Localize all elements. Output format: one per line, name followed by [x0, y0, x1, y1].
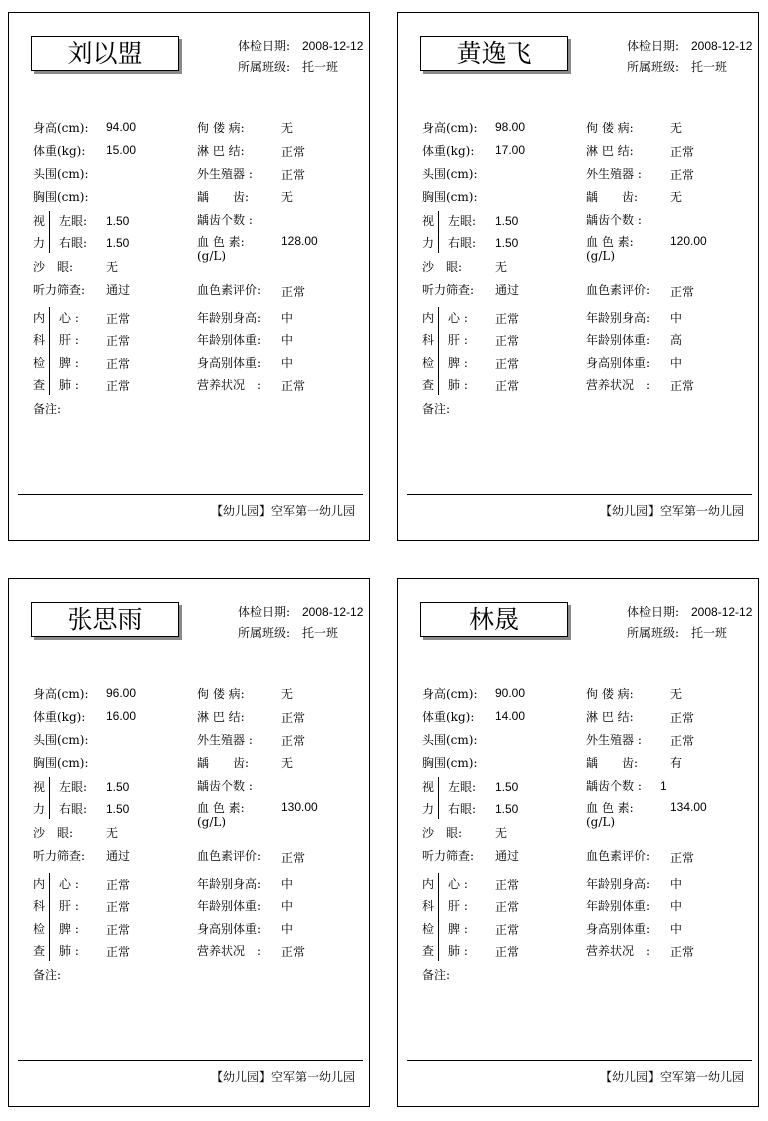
class-label: 所属班级: [627, 60, 680, 74]
height-label: 身高(cm): [422, 121, 478, 135]
remarks-label: 备注: [422, 968, 451, 982]
weight-for-height-label: 身高别体重: [197, 922, 262, 936]
rickets-label: 佝 偻 病: [197, 121, 245, 135]
kindergarten-name: 【幼儿园】空军第一幼儿园 [210, 504, 355, 518]
height-value: 96.00 [106, 686, 137, 700]
height-for-age-label: 年龄别身高: [197, 311, 262, 325]
remarks-label: 备注: [33, 968, 62, 982]
weight-for-age-value: 高 [670, 333, 683, 347]
internal-label-4: 查 [422, 378, 435, 392]
hearing-value: 通过 [495, 283, 520, 297]
weight-for-age-label: 年龄别体重: [586, 899, 651, 913]
hearing-label: 听力筛查: [33, 283, 86, 297]
weight-value: 15.00 [106, 143, 137, 157]
internal-bracket [49, 307, 50, 395]
weight-label: 体重(kg): [422, 144, 475, 158]
class-label: 所属班级: [238, 60, 291, 74]
lymph-value: 正常 [281, 145, 306, 159]
right-eye-value: 1.50 [106, 236, 130, 250]
vision-label-1: 视 [33, 214, 46, 228]
lung-value: 正常 [106, 379, 131, 393]
heart-label: 心 : [448, 311, 468, 325]
rickets-value: 无 [281, 687, 294, 701]
chest-label: 胸围(cm): [33, 756, 89, 770]
hearing-value: 通过 [495, 849, 520, 863]
health-report-card [397, 578, 759, 1107]
caries-label: 龋 齿: [197, 756, 250, 770]
genital-value: 正常 [281, 168, 306, 182]
heart-label: 心 : [59, 311, 79, 325]
exam-date-value: 2008-12-12 [302, 605, 364, 619]
hb-eval-value: 正常 [281, 285, 306, 299]
heart-value: 正常 [495, 312, 520, 326]
left-eye-value: 1.50 [106, 214, 130, 228]
lung-value: 正常 [495, 379, 520, 393]
right-eye-value: 1.50 [495, 236, 519, 250]
lymph-label: 淋 巴 结: [586, 710, 634, 724]
lung-label: 肺 : [448, 378, 468, 392]
spleen-label: 脾 : [59, 356, 79, 370]
nutrition-label: 营养状况 : [197, 944, 262, 958]
liver-label: 肝 : [448, 899, 468, 913]
lung-label: 肺 : [448, 944, 468, 958]
lymph-value: 正常 [670, 145, 695, 159]
left-eye-label: 左眼: [448, 214, 477, 228]
spleen-label: 脾 : [59, 922, 79, 936]
hb-eval-value: 正常 [670, 285, 695, 299]
weight-for-age-label: 年龄别体重: [197, 333, 262, 347]
nutrition-value: 正常 [281, 379, 306, 393]
health-report-card [397, 12, 759, 541]
class-label: 所属班级: [627, 626, 680, 640]
hb-eval-label: 血色素评价: [197, 849, 262, 863]
right-eye-value: 1.50 [495, 802, 519, 816]
internal-label-2: 科 [422, 333, 435, 347]
footer-divider [407, 494, 752, 495]
head-label: 头围(cm): [422, 733, 478, 747]
vision-bracket [49, 777, 50, 819]
liver-value: 正常 [106, 334, 131, 348]
nutrition-label: 营养状况 : [586, 944, 651, 958]
caries-value: 无 [281, 756, 294, 770]
genital-value: 正常 [670, 168, 695, 182]
caries-value: 有 [670, 756, 683, 770]
hearing-value: 通过 [106, 283, 131, 297]
vision-label-1: 视 [33, 780, 46, 794]
heart-value: 正常 [106, 312, 131, 326]
height-value: 98.00 [495, 120, 526, 134]
hemoglobin-unit: (g/L) [586, 815, 616, 829]
trachoma-label: 沙 眼: [33, 260, 74, 274]
weight-for-height-value: 中 [670, 356, 683, 370]
class-value: 托一班 [691, 626, 728, 640]
footer-divider [407, 1060, 752, 1061]
left-eye-value: 1.50 [106, 780, 130, 794]
internal-label-4: 查 [33, 944, 46, 958]
height-value: 94.00 [106, 120, 137, 134]
left-eye-value: 1.50 [495, 214, 519, 228]
spleen-label: 脾 : [448, 922, 468, 936]
vision-label-1: 视 [422, 214, 435, 228]
vision-label-2: 力 [33, 236, 46, 250]
heart-value: 正常 [495, 878, 520, 892]
lymph-value: 正常 [670, 711, 695, 725]
liver-label: 肝 : [59, 333, 79, 347]
caries-count-label: 龋齿个数 : [197, 779, 253, 793]
heart-label: 心 : [448, 877, 468, 891]
trachoma-value: 无 [495, 260, 508, 274]
chest-label: 胸围(cm): [422, 756, 478, 770]
caries-label: 龋 齿: [197, 190, 250, 204]
weight-value: 16.00 [106, 709, 137, 723]
left-eye-label: 左眼: [448, 780, 477, 794]
rickets-value: 无 [670, 687, 683, 701]
weight-for-age-value: 中 [281, 899, 294, 913]
kindergarten-name: 【幼儿园】空军第一幼儿园 [599, 504, 744, 518]
height-label: 身高(cm): [33, 687, 89, 701]
weight-for-height-value: 中 [281, 356, 294, 370]
exam-date-label: 体检日期: [238, 605, 291, 619]
weight-label: 体重(kg): [33, 144, 86, 158]
liver-value: 正常 [106, 900, 131, 914]
chest-label: 胸围(cm): [422, 190, 478, 204]
hb-eval-label: 血色素评价: [586, 849, 651, 863]
hemoglobin-unit: (g/L) [197, 815, 227, 829]
vision-bracket [438, 777, 439, 819]
exam-date-label: 体检日期: [627, 605, 680, 619]
liver-value: 正常 [495, 900, 520, 914]
height-for-age-value: 中 [281, 877, 294, 891]
hb-eval-value: 正常 [281, 851, 306, 865]
vision-label-2: 力 [33, 802, 46, 816]
footer-divider [18, 494, 363, 495]
left-eye-value: 1.50 [495, 780, 519, 794]
spleen-value: 正常 [495, 923, 520, 937]
weight-for-height-label: 身高别体重: [197, 356, 262, 370]
hearing-label: 听力筛查: [33, 849, 86, 863]
caries-count-label: 龋齿个数 : [586, 779, 642, 793]
hearing-label: 听力筛查: [422, 849, 475, 863]
weight-for-height-label: 身高别体重: [586, 922, 651, 936]
vision-label-2: 力 [422, 802, 435, 816]
nutrition-label: 营养状况 : [197, 378, 262, 392]
heart-label: 心 : [59, 877, 79, 891]
trachoma-value: 无 [495, 826, 508, 840]
rickets-value: 无 [670, 121, 683, 135]
trachoma-label: 沙 眼: [422, 826, 463, 840]
vision-label-2: 力 [422, 236, 435, 250]
nutrition-value: 正常 [670, 379, 695, 393]
caries-count-value: 1 [660, 779, 667, 793]
genital-label: 外生殖器 : [586, 733, 642, 747]
head-label: 头围(cm): [33, 733, 89, 747]
liver-label: 肝 : [59, 899, 79, 913]
height-for-age-value: 中 [670, 877, 683, 891]
nutrition-value: 正常 [670, 945, 695, 959]
exam-date-label: 体检日期: [627, 39, 680, 53]
child-name: 张思雨 [31, 602, 179, 637]
spleen-value: 正常 [495, 357, 520, 371]
class-value: 托一班 [691, 60, 728, 74]
lung-value: 正常 [106, 945, 131, 959]
weight-for-age-value: 中 [281, 333, 294, 347]
chest-label: 胸围(cm): [33, 190, 89, 204]
caries-value: 无 [670, 190, 683, 204]
caries-value: 无 [281, 190, 294, 204]
kindergarten-name: 【幼儿园】空军第一幼儿园 [210, 1070, 355, 1084]
nutrition-label: 营养状况 : [586, 378, 651, 392]
weight-for-age-label: 年龄别体重: [197, 899, 262, 913]
right-eye-label: 右眼: [59, 802, 88, 816]
remarks-label: 备注: [33, 402, 62, 416]
genital-label: 外生殖器 : [197, 167, 253, 181]
height-label: 身高(cm): [33, 121, 89, 135]
hb-eval-label: 血色素评价: [586, 283, 651, 297]
hemoglobin-label: 血 色 素: [586, 801, 634, 815]
lymph-label: 淋 巴 结: [197, 710, 245, 724]
weight-label: 体重(kg): [33, 710, 86, 724]
caries-label: 龋 齿: [586, 190, 639, 204]
hemoglobin-unit: (g/L) [586, 249, 616, 263]
vision-bracket [49, 211, 50, 253]
internal-label-2: 科 [422, 899, 435, 913]
genital-value: 正常 [670, 734, 695, 748]
internal-bracket [438, 307, 439, 395]
footer-divider [18, 1060, 363, 1061]
internal-label-2: 科 [33, 333, 46, 347]
lung-label: 肺 : [59, 378, 79, 392]
weight-for-height-value: 中 [281, 922, 294, 936]
lymph-label: 淋 巴 结: [197, 144, 245, 158]
genital-value: 正常 [281, 734, 306, 748]
head-label: 头围(cm): [33, 167, 89, 181]
internal-label-1: 内 [33, 311, 46, 325]
exam-date-label: 体检日期: [238, 39, 291, 53]
internal-bracket [438, 873, 439, 961]
hb-eval-value: 正常 [670, 851, 695, 865]
internal-label-3: 检 [33, 356, 46, 370]
health-report-card [8, 578, 370, 1107]
genital-label: 外生殖器 : [197, 733, 253, 747]
weight-value: 17.00 [495, 143, 526, 157]
internal-label-4: 查 [33, 378, 46, 392]
rickets-label: 佝 偻 病: [197, 687, 245, 701]
head-label: 头围(cm): [422, 167, 478, 181]
weight-for-age-value: 中 [670, 899, 683, 913]
genital-label: 外生殖器 : [586, 167, 642, 181]
hemoglobin-unit: (g/L) [197, 249, 227, 263]
liver-label: 肝 : [448, 333, 468, 347]
left-eye-label: 左眼: [59, 780, 88, 794]
lymph-label: 淋 巴 结: [586, 144, 634, 158]
heart-value: 正常 [106, 878, 131, 892]
trachoma-label: 沙 眼: [33, 826, 74, 840]
exam-date-value: 2008-12-12 [691, 39, 753, 53]
lymph-value: 正常 [281, 711, 306, 725]
internal-label-4: 查 [422, 944, 435, 958]
vision-bracket [438, 211, 439, 253]
exam-date-value: 2008-12-12 [691, 605, 753, 619]
class-value: 托一班 [302, 60, 339, 74]
rickets-label: 佝 偻 病: [586, 687, 634, 701]
caries-label: 龋 齿: [586, 756, 639, 770]
spleen-label: 脾 : [448, 356, 468, 370]
spleen-value: 正常 [106, 923, 131, 937]
weight-for-height-label: 身高别体重: [586, 356, 651, 370]
weight-value: 14.00 [495, 709, 526, 723]
height-label: 身高(cm): [422, 687, 478, 701]
child-name: 林晟 [420, 602, 568, 637]
child-name: 黄逸飞 [420, 36, 568, 71]
vision-label-1: 视 [422, 780, 435, 794]
lung-value: 正常 [495, 945, 520, 959]
right-eye-label: 右眼: [59, 236, 88, 250]
weight-for-age-label: 年龄别体重: [586, 333, 651, 347]
hemoglobin-value: 128.00 [281, 234, 318, 248]
exam-date-value: 2008-12-12 [302, 39, 364, 53]
internal-label-3: 检 [422, 356, 435, 370]
internal-label-3: 检 [422, 922, 435, 936]
right-eye-label: 右眼: [448, 236, 477, 250]
internal-bracket [49, 873, 50, 961]
height-for-age-label: 年龄别身高: [586, 877, 651, 891]
caries-count-label: 龋齿个数 : [586, 213, 642, 227]
height-for-age-label: 年龄别身高: [197, 877, 262, 891]
hemoglobin-value: 130.00 [281, 800, 318, 814]
lung-label: 肺 : [59, 944, 79, 958]
internal-label-2: 科 [33, 899, 46, 913]
remarks-label: 备注: [422, 402, 451, 416]
nutrition-value: 正常 [281, 945, 306, 959]
rickets-label: 佝 偻 病: [586, 121, 634, 135]
kindergarten-name: 【幼儿园】空军第一幼儿园 [599, 1070, 744, 1084]
trachoma-value: 无 [106, 260, 119, 274]
class-value: 托一班 [302, 626, 339, 640]
class-label: 所属班级: [238, 626, 291, 640]
height-value: 90.00 [495, 686, 526, 700]
internal-label-1: 内 [422, 877, 435, 891]
hb-eval-label: 血色素评价: [197, 283, 262, 297]
health-report-card [8, 12, 370, 541]
right-eye-label: 右眼: [448, 802, 477, 816]
height-for-age-value: 中 [281, 311, 294, 325]
liver-value: 正常 [495, 334, 520, 348]
rickets-value: 无 [281, 121, 294, 135]
hemoglobin-label: 血 色 素: [197, 235, 245, 249]
trachoma-label: 沙 眼: [422, 260, 463, 274]
internal-label-1: 内 [422, 311, 435, 325]
height-for-age-value: 中 [670, 311, 683, 325]
hearing-value: 通过 [106, 849, 131, 863]
hearing-label: 听力筛查: [422, 283, 475, 297]
child-name: 刘以盟 [31, 36, 179, 71]
trachoma-value: 无 [106, 826, 119, 840]
left-eye-label: 左眼: [59, 214, 88, 228]
right-eye-value: 1.50 [106, 802, 130, 816]
hemoglobin-label: 血 色 素: [197, 801, 245, 815]
hemoglobin-value: 134.00 [670, 800, 707, 814]
height-for-age-label: 年龄别身高: [586, 311, 651, 325]
spleen-value: 正常 [106, 357, 131, 371]
weight-label: 体重(kg): [422, 710, 475, 724]
internal-label-3: 检 [33, 922, 46, 936]
hemoglobin-label: 血 色 素: [586, 235, 634, 249]
hemoglobin-value: 120.00 [670, 234, 707, 248]
weight-for-height-value: 中 [670, 922, 683, 936]
internal-label-1: 内 [33, 877, 46, 891]
caries-count-label: 龋齿个数 : [197, 213, 253, 227]
